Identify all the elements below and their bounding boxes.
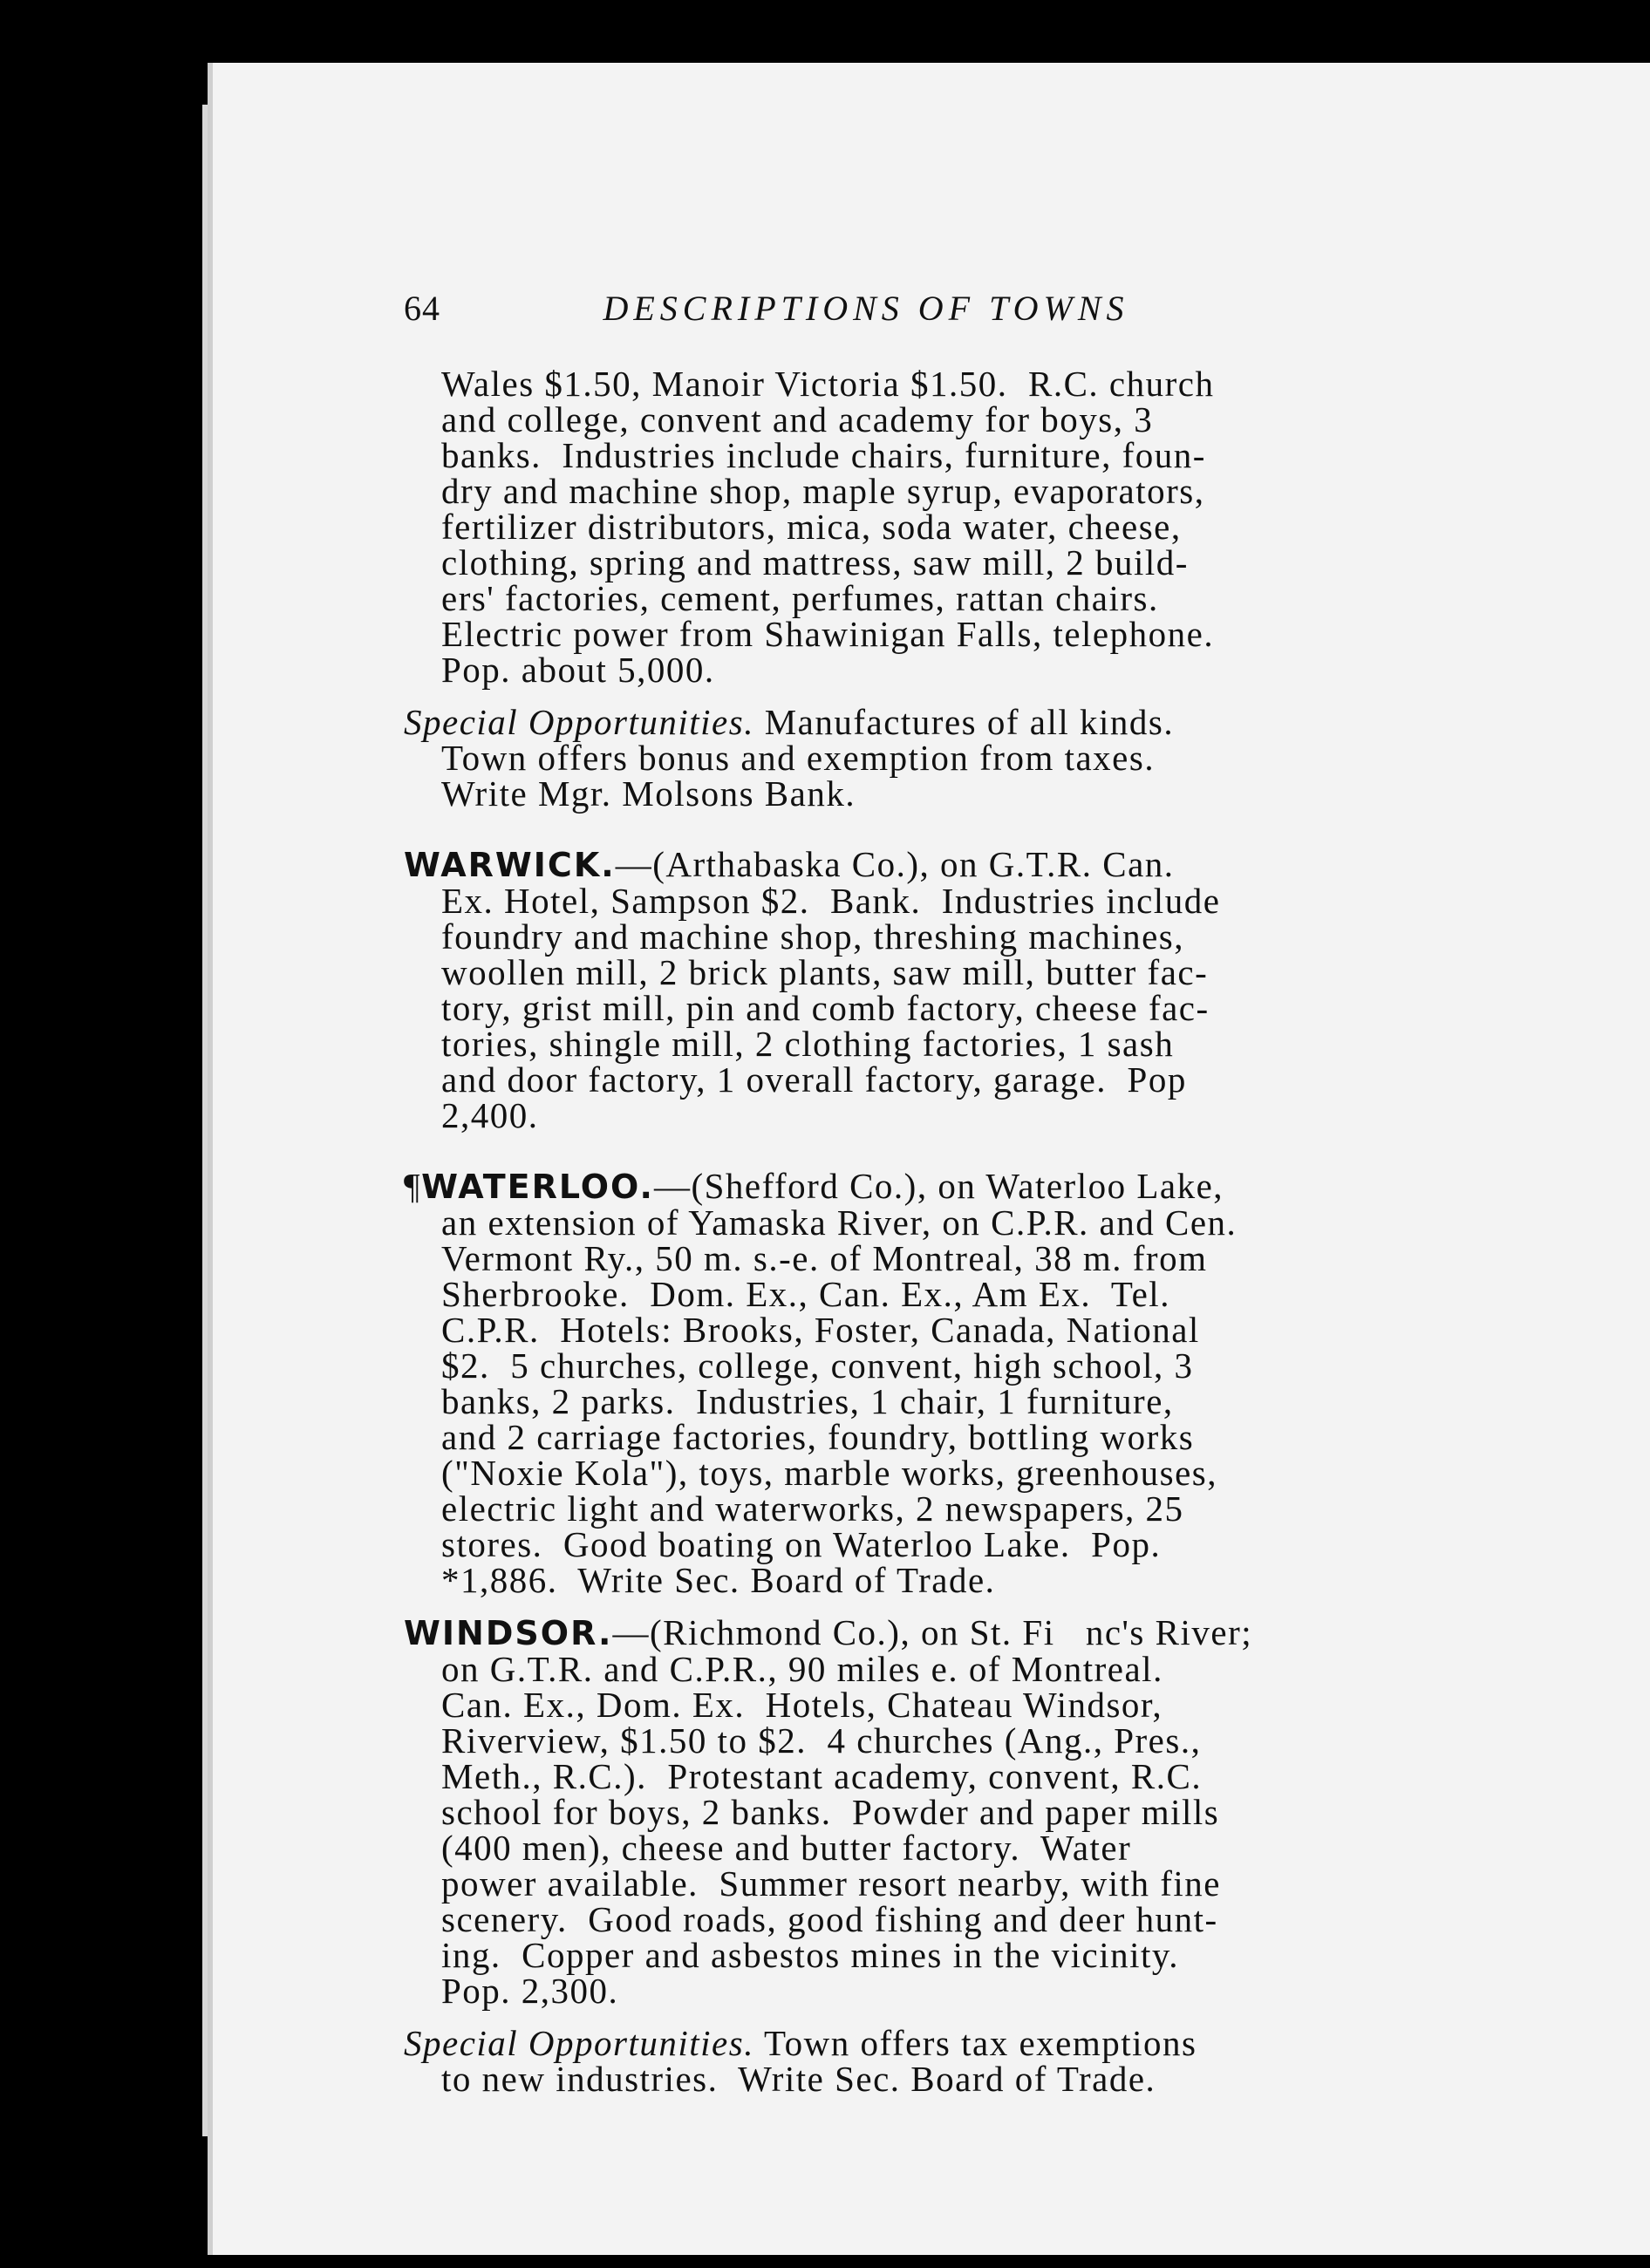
text-line: power available. Summer resort nearby, with fine [441, 1863, 1221, 1904]
text-line: $2. 5 churches, college, convent, high school, 3 [441, 1345, 1194, 1386]
text-line: and 2 carriage factories, foundry, bottling works [441, 1417, 1195, 1457]
text-line [404, 702, 1485, 742]
text-line: Can. Ex., Dom. Ex. Hotels, Chateau Windsor, [441, 1685, 1163, 1725]
text-line: Riverview, $1.50 to $2. 4 churches (Ang., Pres., [441, 1720, 1202, 1761]
text-line: Electric power from Shawinigan Falls, telephone. [441, 614, 1215, 654]
special-opportunities-paragraph [404, 2023, 1485, 2099]
text-line: Vermont Ry., 50 m. s.-e. of Montreal, 38 m. from [441, 1238, 1208, 1278]
text-line: fertilizer distributors, mica, soda water, cheese, [441, 507, 1182, 547]
text-line: and door factory, 1 overall factory, garage. Pop [441, 1059, 1187, 1100]
text-line: foundry and machine shop, threshing machines, [441, 916, 1185, 957]
text-line: school for boys, 2 banks. Powder and paper mills [441, 1792, 1220, 1832]
text-line: Meth., R.C.). Protestant academy, convent, R.C. [441, 1756, 1203, 1796]
text-line: Pop. 2,300. [441, 1971, 619, 2011]
special-opportunities-paragraph [404, 702, 1485, 814]
text-line: scenery. Good roads, good fishing and deer hunt- [441, 1899, 1218, 1939]
text-line: on G.T.R. and C.P.R., 90 miles e. of Montreal. [441, 1649, 1163, 1689]
text-line: *1,886. Write Sec. Board of Trade. [441, 1560, 996, 1600]
text-line: electric light and waterworks, 2 newspapers, 25 [441, 1488, 1184, 1529]
text-line [404, 2023, 1485, 2063]
text-line: (400 men), cheese and butter factory. Water [441, 1828, 1132, 1868]
text-line: stores. Good boating on Waterloo Lake. Pop. [441, 1524, 1162, 1564]
text-line [404, 1168, 1485, 1205]
text-line: clothing, spring and mattress, saw mill, 2 build- [441, 542, 1189, 582]
text-line [404, 1612, 1485, 1652]
special-opportunities-lead: Special Opportunities. [404, 702, 754, 742]
text-line: C.P.R. Hotels: Brooks, Foster, Canada, National [441, 1310, 1200, 1350]
text-fragment: Town offers tax exemptions [753, 2023, 1197, 2063]
town-name: WATERLOO. [421, 1168, 654, 1206]
text-line: banks, 2 parks. Industries, 1 chair, 1 furniture, [441, 1381, 1174, 1421]
text-fragment: —(Richmond Co.), on St. Fi nc's River; [612, 1612, 1253, 1652]
book-page [208, 63, 1650, 2255]
text-line: tories, shingle mill, 2 clothing factories, 1 sash [441, 1024, 1175, 1064]
text-line: Write Mgr. Molsons Bank. [441, 773, 856, 814]
text-line: Town offers bonus and exemption from taxes. [441, 738, 1156, 778]
text-fragment: —(Arthabaska Co.), on G.T.R. Can. [615, 844, 1175, 884]
text-line: ers' factories, cement, perfumes, rattan chairs. [441, 578, 1159, 618]
text-line: tory, grist mill, pin and comb factory, cheese fac- [441, 988, 1210, 1028]
town-entry-waterloo [404, 1168, 1485, 1598]
town-entry-warwick [404, 844, 1485, 1135]
text-line: 2,400. [441, 1095, 539, 1135]
text-fragment: —(Shefford Co.), on Waterloo Lake, [653, 1166, 1224, 1206]
text-line [404, 844, 1485, 884]
text-line: woollen mill, 2 brick plants, saw mill, butter fac- [441, 952, 1209, 992]
text-line: Pop. about 5,000. [441, 650, 715, 690]
text-line: Wales $1.50, Manoir Victoria $1.50. R.C. church [441, 364, 1215, 404]
running-title: DESCRIPTIONS OF TOWNS [603, 289, 1129, 328]
continuation-paragraph [404, 366, 1485, 688]
text-line: Sherbrooke. Dom. Ex., Can. Ex., Am Ex. Tel. [441, 1274, 1170, 1314]
text-fragment: Manufactures of all kinds. [753, 702, 1175, 742]
page-body [404, 366, 1485, 2097]
town-entry-windsor [404, 1612, 1485, 2011]
text-line: an extension of Yamaska River, on C.P.R. and Cen. [441, 1202, 1238, 1243]
paragraph-mark: ¶ [404, 1166, 422, 1206]
town-name: WARWICK. [404, 846, 616, 884]
text-line: ing. Copper and asbestos mines in the vicinity. [441, 1935, 1179, 1975]
page-header [404, 288, 1311, 340]
text-line: dry and machine shop, maple syrup, evaporators, [441, 471, 1205, 511]
special-opportunities-lead: Special Opportunities. [404, 2023, 754, 2063]
text-line: to new industries. Write Sec. Board of Trade. [441, 2059, 1156, 2099]
text-line: and college, convent and academy for boys, 3 [441, 399, 1154, 439]
page-number: 64 [404, 289, 440, 328]
town-name: WINDSOR. [404, 1614, 613, 1652]
text-line: Ex. Hotel, Sampson $2. Bank. Industries include [441, 881, 1221, 921]
text-line: ("Noxie Kola"), toys, marble works, greenhouses, [441, 1453, 1217, 1493]
text-line: banks. Industries include chairs, furniture, foun- [441, 435, 1206, 475]
